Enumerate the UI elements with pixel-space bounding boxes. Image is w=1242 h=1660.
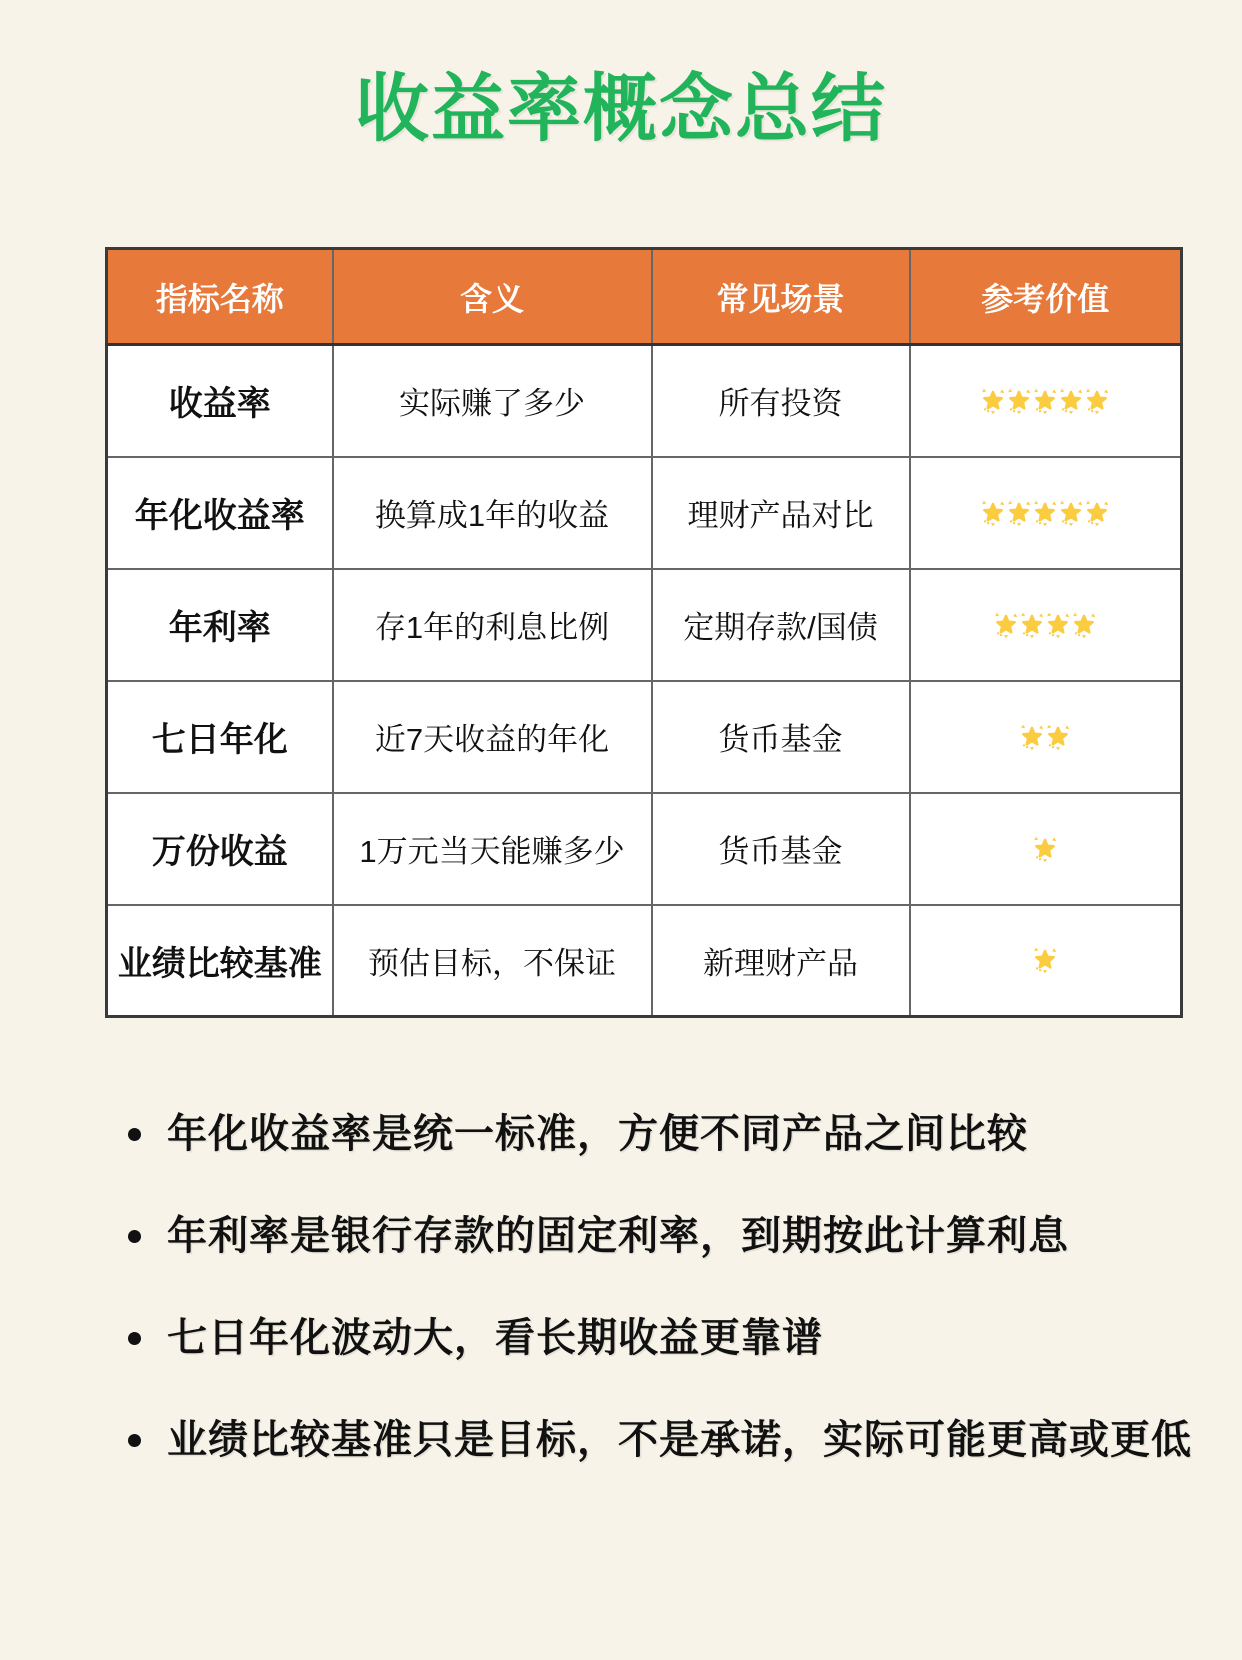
- indicator-value-cell: [910, 905, 1182, 1017]
- star-icon: [979, 499, 1007, 527]
- page-title: 收益率概念总结: [355, 67, 887, 150]
- star-icon: [1031, 835, 1059, 863]
- table-row: [107, 793, 1182, 905]
- indicator-value-cell: [910, 569, 1182, 681]
- star-icon: [1083, 387, 1111, 415]
- table-row: [107, 905, 1182, 1017]
- column-header-scenario: 常见场景: [652, 249, 910, 345]
- star-icon: [1044, 723, 1072, 751]
- column-header-meaning: 含义: [333, 249, 652, 345]
- table-row: [107, 345, 1182, 457]
- notes-list: [0, 1110, 1242, 1464]
- indicator-meaning: 预估目标，不保证: [333, 905, 652, 1017]
- table-row: [107, 457, 1182, 569]
- indicator-name: 七日年化: [107, 681, 333, 793]
- star-icon: [1044, 611, 1072, 639]
- star-icon: [1005, 499, 1033, 527]
- note-item: [128, 1212, 1242, 1260]
- indicator-name: 收益率: [107, 345, 333, 457]
- star-icon: [1057, 387, 1085, 415]
- star-icon: [1031, 387, 1059, 415]
- table-header-row: [107, 249, 1182, 345]
- indicator-scenario: 新理财产品: [652, 905, 910, 1017]
- star-icon: [1031, 946, 1059, 974]
- bullet-dot-icon: [128, 1230, 141, 1243]
- star-icon: [1070, 611, 1098, 639]
- indicator-name: 年化收益率: [107, 457, 333, 569]
- indicator-value-cell: [910, 345, 1182, 457]
- star-rating: [917, 723, 1175, 751]
- star-icon: [1057, 499, 1085, 527]
- indicator-name: 业绩比较基准: [107, 905, 333, 1017]
- indicator-value-cell: [910, 457, 1182, 569]
- star-icon: [1018, 611, 1046, 639]
- indicator-meaning: 存1年的利息比例: [333, 569, 652, 681]
- star-icon: [1031, 499, 1059, 527]
- indicator-value-cell: [910, 681, 1182, 793]
- indicator-name: 年利率: [107, 569, 333, 681]
- star-icon: [979, 387, 1007, 415]
- star-rating: [917, 835, 1175, 863]
- star-icon: [1005, 387, 1033, 415]
- table-row: [107, 569, 1182, 681]
- bullet-dot-icon: [128, 1332, 141, 1345]
- indicator-value-cell: [910, 793, 1182, 905]
- note-text: 业绩比较基准只是目标，不是承诺，实际可能更高或更低: [167, 1418, 1192, 1463]
- bullet-dot-icon: [128, 1128, 141, 1141]
- star-icon: [1018, 723, 1046, 751]
- star-icon: [992, 611, 1020, 639]
- indicator-scenario: 理财产品对比: [652, 457, 910, 569]
- indicator-scenario: 货币基金: [652, 681, 910, 793]
- star-rating: [917, 387, 1175, 415]
- column-header-indicator: 指标名称: [107, 249, 333, 345]
- indicator-scenario: 所有投资: [652, 345, 910, 457]
- star-rating: [917, 611, 1175, 639]
- note-item: [128, 1416, 1242, 1464]
- note-text: 七日年化波动大，看长期收益更靠谱: [167, 1316, 823, 1361]
- note-text: 年利率是银行存款的固定利率，到期按此计算利息: [167, 1214, 1069, 1259]
- note-item: [128, 1314, 1242, 1362]
- indicator-scenario: 货币基金: [652, 793, 910, 905]
- note-item: [128, 1110, 1242, 1158]
- star-icon: [1083, 499, 1111, 527]
- note-text: 年化收益率是统一标准，方便不同产品之间比较: [167, 1112, 1028, 1157]
- star-rating: [917, 946, 1175, 974]
- indicator-meaning: 换算成1年的收益: [333, 457, 652, 569]
- indicator-meaning: 1万元当天能赚多少: [333, 793, 652, 905]
- column-header-value: 参考价值: [910, 249, 1182, 345]
- bullet-dot-icon: [128, 1434, 141, 1447]
- yield-summary-table: [105, 247, 1183, 1018]
- indicator-scenario: 定期存款/国债: [652, 569, 910, 681]
- indicator-meaning: 实际赚了多少: [333, 345, 652, 457]
- star-rating: [917, 499, 1175, 527]
- indicator-name: 万份收益: [107, 793, 333, 905]
- indicator-meaning: 近7天收益的年化: [333, 681, 652, 793]
- table-row: [107, 681, 1182, 793]
